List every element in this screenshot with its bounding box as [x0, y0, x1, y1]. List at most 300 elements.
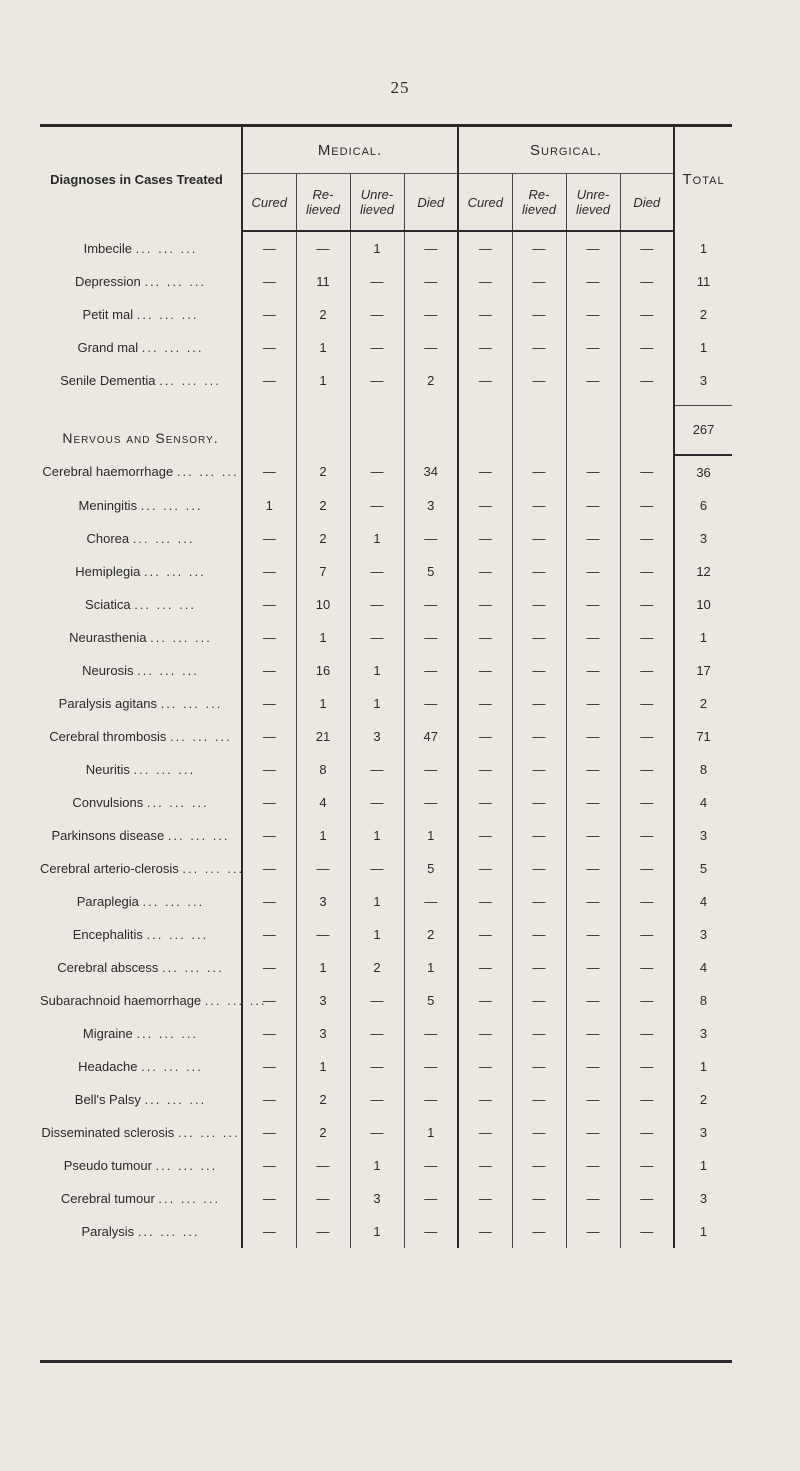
cell-total: 10	[674, 588, 732, 621]
cell-total: 11	[674, 265, 732, 298]
cell-medical-relieved: 1	[296, 951, 350, 984]
cell-medical-relieved: 2	[296, 1083, 350, 1116]
cell-medical-died: —	[404, 588, 458, 621]
cell-surgical-cured: —	[458, 753, 512, 786]
cell-medical-cured: —	[242, 588, 296, 621]
cell-surgical-died: —	[620, 687, 674, 720]
cell-medical-died: —	[404, 753, 458, 786]
diagnosis-name: Cerebral haemorrhage	[42, 464, 174, 479]
diagnosis-name: Depression	[74, 274, 141, 289]
table-row	[40, 720, 732, 753]
leader-dots: ... ... ...	[133, 761, 196, 777]
cell-medical-died: —	[404, 1149, 458, 1182]
cell-medical-unrelieved: 1	[350, 231, 404, 265]
cell-medical-cured: —	[242, 522, 296, 555]
cell-surgical-cured: —	[458, 852, 512, 885]
diagnosis-cell	[40, 364, 242, 397]
cell-surgical-cured: —	[458, 588, 512, 621]
cell-surgical-unrelieved: —	[566, 1182, 620, 1215]
bottom-rule	[40, 1360, 732, 1363]
section-heading-body	[40, 406, 732, 455]
cell-medical-unrelieved: —	[350, 489, 404, 522]
cell-medical-unrelieved: —	[350, 1116, 404, 1149]
col-header-surgical-died: Died	[620, 174, 674, 232]
table-row	[40, 489, 732, 522]
cell-surgical-relieved: —	[512, 654, 566, 687]
cell-medical-cured: —	[242, 819, 296, 852]
table-row	[40, 951, 732, 984]
cell-surgical-cured: —	[458, 819, 512, 852]
diagnosis-cell	[40, 753, 242, 786]
diagnosis-name: Chorea	[86, 530, 130, 546]
cell-medical-unrelieved: —	[350, 753, 404, 786]
leader-dots: ... ... ...	[141, 340, 204, 355]
cell-medical-unrelieved: —	[350, 265, 404, 298]
diagnosis-name: Neurasthenia	[69, 629, 147, 645]
cell-surgical-relieved: —	[512, 331, 566, 364]
diagnosis-cell	[40, 621, 242, 654]
diagnosis-name: Imbecile	[83, 240, 133, 256]
cell-surgical-died: —	[620, 918, 674, 951]
diagnosis-cell	[40, 918, 242, 951]
table-row	[40, 455, 732, 489]
cell-medical-unrelieved: —	[350, 588, 404, 621]
cell-medical-died: 34	[404, 455, 458, 489]
cell-medical-cured: —	[242, 1215, 296, 1248]
cell-surgical-cured: —	[458, 1149, 512, 1182]
cell-medical-cured: —	[242, 1050, 296, 1083]
leader-dots: ... ... ...	[169, 728, 232, 744]
leader-dots: ... ... ...	[160, 695, 223, 711]
diagnosis-name: Cerebral thrombosis	[49, 728, 167, 744]
cell-surgical-unrelieved: —	[566, 1149, 620, 1182]
cell-surgical-relieved: —	[512, 588, 566, 621]
col-header-medical-cured: Cured	[242, 174, 296, 232]
table-body-top	[40, 231, 732, 406]
cell-total: 2	[674, 298, 732, 331]
diagnosis-cell	[40, 231, 242, 265]
table-row	[40, 1050, 732, 1083]
cell-medical-unrelieved: —	[350, 364, 404, 397]
cell-medical-unrelieved: —	[350, 1083, 404, 1116]
cell-medical-unrelieved: 1	[350, 654, 404, 687]
cell-medical-relieved: —	[296, 1215, 350, 1248]
diagnosis-cell	[40, 1149, 242, 1182]
cell-surgical-unrelieved: —	[566, 364, 620, 397]
diagnosis-cell	[40, 1017, 242, 1050]
table-row	[40, 298, 732, 331]
cell-medical-relieved: 2	[296, 522, 350, 555]
cell-surgical-relieved: —	[512, 1182, 566, 1215]
table-row	[40, 1215, 732, 1248]
cell-surgical-relieved: —	[512, 364, 566, 397]
diagnosis-name: Bell's Palsy	[74, 1091, 141, 1107]
diagnosis-cell	[40, 687, 242, 720]
cell-surgical-unrelieved: —	[566, 231, 620, 265]
cell-medical-cured: —	[242, 364, 296, 397]
table-row	[40, 984, 732, 1017]
cell-surgical-relieved: —	[512, 455, 566, 489]
cell-medical-unrelieved: —	[350, 455, 404, 489]
leader-dots: ... ... ...	[136, 307, 199, 322]
cell-surgical-unrelieved: —	[566, 753, 620, 786]
cell-surgical-relieved: —	[512, 984, 566, 1017]
cell-medical-died: 5	[404, 984, 458, 1017]
table-row	[40, 331, 732, 364]
cell-medical-relieved: 3	[296, 885, 350, 918]
cell-surgical-unrelieved: —	[566, 1050, 620, 1083]
diagnosis-name: Subarachnoid haemorrhage	[40, 992, 202, 1008]
diagnosis-name: Parkinsons disease	[51, 827, 165, 843]
cell-medical-died: —	[404, 1050, 458, 1083]
diagnosis-name: Headache	[78, 1058, 138, 1074]
cell-medical-cured: —	[242, 918, 296, 951]
leader-dots: ... ... ...	[146, 926, 209, 942]
cell-medical-unrelieved: 1	[350, 819, 404, 852]
medical-header: Medical.	[242, 127, 458, 174]
leader-dots: ... ... ...	[146, 794, 209, 810]
cell-medical-unrelieved: —	[350, 786, 404, 819]
table-row	[40, 621, 732, 654]
col-header-medical-relieved: Re- lieved	[296, 174, 350, 232]
cell-medical-relieved: 3	[296, 984, 350, 1017]
cell-surgical-relieved: —	[512, 1083, 566, 1116]
leader-dots: ... ... ...	[144, 274, 207, 289]
cell-surgical-cured: —	[458, 331, 512, 364]
cell-medical-died: 1	[404, 951, 458, 984]
cell-medical-unrelieved: 1	[350, 687, 404, 720]
diagnosis-cell	[40, 951, 242, 984]
diagnosis-name: Sciatica	[85, 596, 131, 612]
cell-surgical-died: —	[620, 786, 674, 819]
cell-medical-relieved: —	[296, 231, 350, 265]
cell-total: 1	[674, 1050, 732, 1083]
cell-surgical-relieved: —	[512, 720, 566, 753]
diagnosis-cell	[40, 455, 242, 489]
cell-surgical-cured: —	[458, 984, 512, 1017]
cell-surgical-cured: —	[458, 265, 512, 298]
cell-surgical-died: —	[620, 1149, 674, 1182]
cell-total: 3	[674, 918, 732, 951]
cell-surgical-unrelieved: —	[566, 720, 620, 753]
cell-medical-cured: —	[242, 687, 296, 720]
cell-surgical-unrelieved: —	[566, 621, 620, 654]
diagnosis-name: Hemiplegia	[75, 563, 141, 579]
cell-surgical-died: —	[620, 621, 674, 654]
cell-surgical-died: —	[620, 1017, 674, 1050]
cell-total: 2	[674, 1083, 732, 1116]
cell-medical-unrelieved: —	[350, 331, 404, 364]
cell-medical-cured: —	[242, 984, 296, 1017]
cell-medical-unrelieved: 1	[350, 885, 404, 918]
section-subtotal: 267	[674, 406, 732, 455]
cell-medical-cured: —	[242, 555, 296, 588]
cell-medical-cured: —	[242, 331, 296, 364]
section-heading: Nervous and Sensory.	[62, 430, 219, 446]
cell-medical-unrelieved: 1	[350, 918, 404, 951]
table-row	[40, 885, 732, 918]
cell-surgical-died: —	[620, 331, 674, 364]
diagnosis-name: Petit mal	[82, 307, 134, 322]
cell-medical-died: 2	[404, 918, 458, 951]
cell-surgical-died: —	[620, 885, 674, 918]
cell-medical-relieved: 7	[296, 555, 350, 588]
table-row	[40, 265, 732, 298]
cell-total: 2	[674, 687, 732, 720]
cell-surgical-died: —	[620, 555, 674, 588]
table-row	[40, 786, 732, 819]
cell-medical-unrelieved: —	[350, 852, 404, 885]
cell-medical-cured: —	[242, 885, 296, 918]
cell-surgical-cured: —	[458, 522, 512, 555]
cell-medical-died: —	[404, 522, 458, 555]
leader-dots: ... ... ...	[137, 662, 199, 678]
cell-medical-relieved: 2	[296, 455, 350, 489]
diagnosis-cell	[40, 1182, 242, 1215]
cell-medical-unrelieved: 1	[350, 522, 404, 555]
cell-medical-relieved: —	[296, 1149, 350, 1182]
cell-medical-died: —	[404, 298, 458, 331]
total-header: Total	[674, 127, 732, 231]
cell-medical-died: —	[404, 1182, 458, 1215]
cell-surgical-died: —	[620, 298, 674, 331]
diagnosis-cell	[40, 819, 242, 852]
cell-medical-died: —	[404, 654, 458, 687]
leader-dots: ... ... ...	[135, 240, 198, 256]
cell-medical-cured: —	[242, 1149, 296, 1182]
cell-total: 8	[674, 753, 732, 786]
cell-surgical-unrelieved: —	[566, 984, 620, 1017]
cell-surgical-unrelieved: —	[566, 885, 620, 918]
table-row	[40, 852, 732, 885]
cell-surgical-died: —	[620, 984, 674, 1017]
cell-medical-unrelieved: —	[350, 555, 404, 588]
cell-medical-relieved: 1	[296, 687, 350, 720]
cell-medical-relieved: 4	[296, 786, 350, 819]
diagnosis-name: Cerebral abscess	[57, 959, 159, 975]
leader-dots: ... ... ...	[158, 1190, 221, 1206]
table-row	[40, 364, 732, 397]
cell-medical-died: —	[404, 885, 458, 918]
cell-surgical-died: —	[620, 1083, 674, 1116]
leader-dots: ... ... ...	[137, 1223, 200, 1239]
cell-surgical-died: —	[620, 588, 674, 621]
cell-total: 17	[674, 654, 732, 687]
cell-medical-relieved: 2	[296, 489, 350, 522]
cell-medical-cured: —	[242, 1182, 296, 1215]
leader-dots: ... ... ...	[204, 992, 267, 1008]
cell-surgical-relieved: —	[512, 1116, 566, 1149]
diagnosis-name: Migraine	[82, 1025, 133, 1041]
leader-dots: ... ... ...	[136, 1025, 199, 1041]
diagnosis-cell	[40, 720, 242, 753]
cell-surgical-cured: —	[458, 621, 512, 654]
cell-medical-died: —	[404, 265, 458, 298]
cell-surgical-unrelieved: —	[566, 1083, 620, 1116]
cell-surgical-relieved: —	[512, 885, 566, 918]
table-row	[40, 1116, 732, 1149]
diagnosis-cell	[40, 786, 242, 819]
cell-surgical-cured: —	[458, 1215, 512, 1248]
cell-total: 1	[674, 621, 732, 654]
cell-medical-cured: —	[242, 621, 296, 654]
diagnosis-name: Senile Dementia	[60, 373, 156, 388]
cell-medical-relieved: —	[296, 852, 350, 885]
cell-medical-relieved: 3	[296, 1017, 350, 1050]
cell-total: 1	[674, 1149, 732, 1182]
diagnosis-cell	[40, 489, 242, 522]
cell-surgical-unrelieved: —	[566, 555, 620, 588]
cell-medical-died: —	[404, 621, 458, 654]
cell-surgical-died: —	[620, 364, 674, 397]
cell-surgical-died: —	[620, 951, 674, 984]
cell-surgical-relieved: —	[512, 819, 566, 852]
cell-surgical-unrelieved: —	[566, 522, 620, 555]
cell-medical-unrelieved: 3	[350, 1182, 404, 1215]
cell-surgical-unrelieved: —	[566, 331, 620, 364]
table-row	[40, 522, 732, 555]
cell-medical-relieved: 1	[296, 1050, 350, 1083]
cell-surgical-cured: —	[458, 231, 512, 265]
cell-surgical-relieved: —	[512, 852, 566, 885]
diagnosis-cell	[40, 984, 267, 1017]
cell-surgical-died: —	[620, 753, 674, 786]
cell-medical-died: —	[404, 231, 458, 265]
diagnosis-name: Neurosis	[82, 662, 134, 678]
surgical-header: Surgical.	[458, 127, 674, 174]
cell-surgical-cured: —	[458, 1182, 512, 1215]
cell-total: 1	[674, 231, 732, 265]
cell-medical-unrelieved: 1	[350, 1149, 404, 1182]
diagnosis-cell	[40, 298, 242, 331]
cell-surgical-cured: —	[458, 951, 512, 984]
diagnosis-name: Meningitis	[78, 497, 138, 513]
cell-surgical-cured: —	[458, 885, 512, 918]
leader-dots: ... ... ...	[167, 827, 230, 843]
col-header-surgical-unrelieved: Unre- lieved	[566, 174, 620, 232]
cell-medical-died: 2	[404, 364, 458, 397]
cell-surgical-relieved: —	[512, 1017, 566, 1050]
diagnosis-cell	[40, 852, 245, 885]
cell-medical-died: —	[404, 1017, 458, 1050]
cell-medical-cured: —	[242, 231, 296, 265]
leader-dots: ... ... ...	[162, 959, 224, 975]
leader-dots: ... ... ...	[143, 563, 206, 579]
diagnosis-cell	[40, 555, 242, 588]
cell-total: 3	[674, 1182, 732, 1215]
leader-dots: ... ... ...	[159, 373, 221, 388]
table-row	[40, 753, 732, 786]
table-row	[40, 654, 732, 687]
cell-surgical-relieved: —	[512, 786, 566, 819]
leader-dots: ... ... ...	[144, 1091, 207, 1107]
cell-surgical-cured: —	[458, 720, 512, 753]
cell-medical-cured: —	[242, 1083, 296, 1116]
cell-surgical-unrelieved: —	[566, 1215, 620, 1248]
cell-surgical-cured: —	[458, 687, 512, 720]
cell-surgical-died: —	[620, 852, 674, 885]
cell-medical-relieved: 1	[296, 331, 350, 364]
cell-medical-relieved: 2	[296, 1116, 350, 1149]
cell-medical-unrelieved: —	[350, 621, 404, 654]
leader-dots: ... ... ...	[155, 1157, 218, 1173]
cell-total: 4	[674, 951, 732, 984]
cell-surgical-unrelieved: —	[566, 918, 620, 951]
cell-medical-relieved: 8	[296, 753, 350, 786]
table-row	[40, 819, 732, 852]
diagnosis-name: Convulsions	[72, 794, 144, 810]
cell-surgical-died: —	[620, 819, 674, 852]
cell-surgical-cured: —	[458, 364, 512, 397]
cell-medical-unrelieved: —	[350, 298, 404, 331]
diagnosis-name: Pseudo tumour	[63, 1157, 152, 1173]
leader-dots: ... ... ...	[182, 860, 245, 876]
diagnosis-name: Paralysis	[81, 1223, 135, 1239]
cell-medical-cured: —	[242, 455, 296, 489]
cell-surgical-relieved: —	[512, 265, 566, 298]
diagnosis-cell	[40, 1215, 242, 1248]
cell-surgical-unrelieved: —	[566, 654, 620, 687]
cell-medical-unrelieved: 3	[350, 720, 404, 753]
diagnosis-name: Paralysis agitans	[58, 695, 157, 711]
cell-medical-died: —	[404, 786, 458, 819]
cell-medical-cured: —	[242, 654, 296, 687]
cell-surgical-unrelieved: —	[566, 455, 620, 489]
cell-surgical-cured: —	[458, 1116, 512, 1149]
cell-surgical-unrelieved: —	[566, 687, 620, 720]
table-row	[40, 918, 732, 951]
diagnosis-name: Cerebral tumour	[60, 1190, 155, 1206]
leader-dots: ... ... ...	[150, 629, 212, 645]
cell-surgical-relieved: —	[512, 522, 566, 555]
cell-surgical-died: —	[620, 1215, 674, 1248]
cell-medical-unrelieved: —	[350, 1017, 404, 1050]
cell-medical-died: 1	[404, 819, 458, 852]
diagnoses-table	[40, 127, 732, 1248]
cell-surgical-unrelieved: —	[566, 588, 620, 621]
diagnosis-cell	[40, 331, 242, 364]
table-row	[40, 1149, 732, 1182]
cell-medical-died: 1	[404, 1116, 458, 1149]
cell-surgical-cured: —	[458, 1017, 512, 1050]
cell-medical-cured: —	[242, 1017, 296, 1050]
leader-dots: ... ... ...	[176, 464, 239, 479]
leader-dots: ... ... ...	[177, 1124, 240, 1140]
diagnosis-name: Disseminated sclerosis	[41, 1124, 175, 1140]
page-number: 25	[390, 78, 410, 97]
cell-medical-unrelieved: —	[350, 984, 404, 1017]
diagnosis-cell	[40, 522, 242, 555]
cell-total: 3	[674, 1116, 732, 1149]
cell-surgical-cured: —	[458, 654, 512, 687]
cell-surgical-cured: —	[458, 1083, 512, 1116]
cell-total: 12	[674, 555, 732, 588]
col-header-surgical-cured: Cured	[458, 174, 512, 232]
cell-total: 8	[674, 984, 732, 1017]
cell-surgical-relieved: —	[512, 951, 566, 984]
cell-medical-relieved: 1	[296, 364, 350, 397]
cell-medical-died: 3	[404, 489, 458, 522]
table-row	[40, 687, 732, 720]
cell-medical-cured: 1	[242, 489, 296, 522]
cell-surgical-died: —	[620, 654, 674, 687]
cell-surgical-cured: —	[458, 555, 512, 588]
cell-medical-relieved: 11	[296, 265, 350, 298]
diagnosis-cell	[40, 1050, 242, 1083]
diagnosis-name: Encephalitis	[72, 926, 143, 942]
diagnosis-name: Cerebral arterio-clerosis	[40, 860, 179, 876]
cell-total: 1	[674, 331, 732, 364]
